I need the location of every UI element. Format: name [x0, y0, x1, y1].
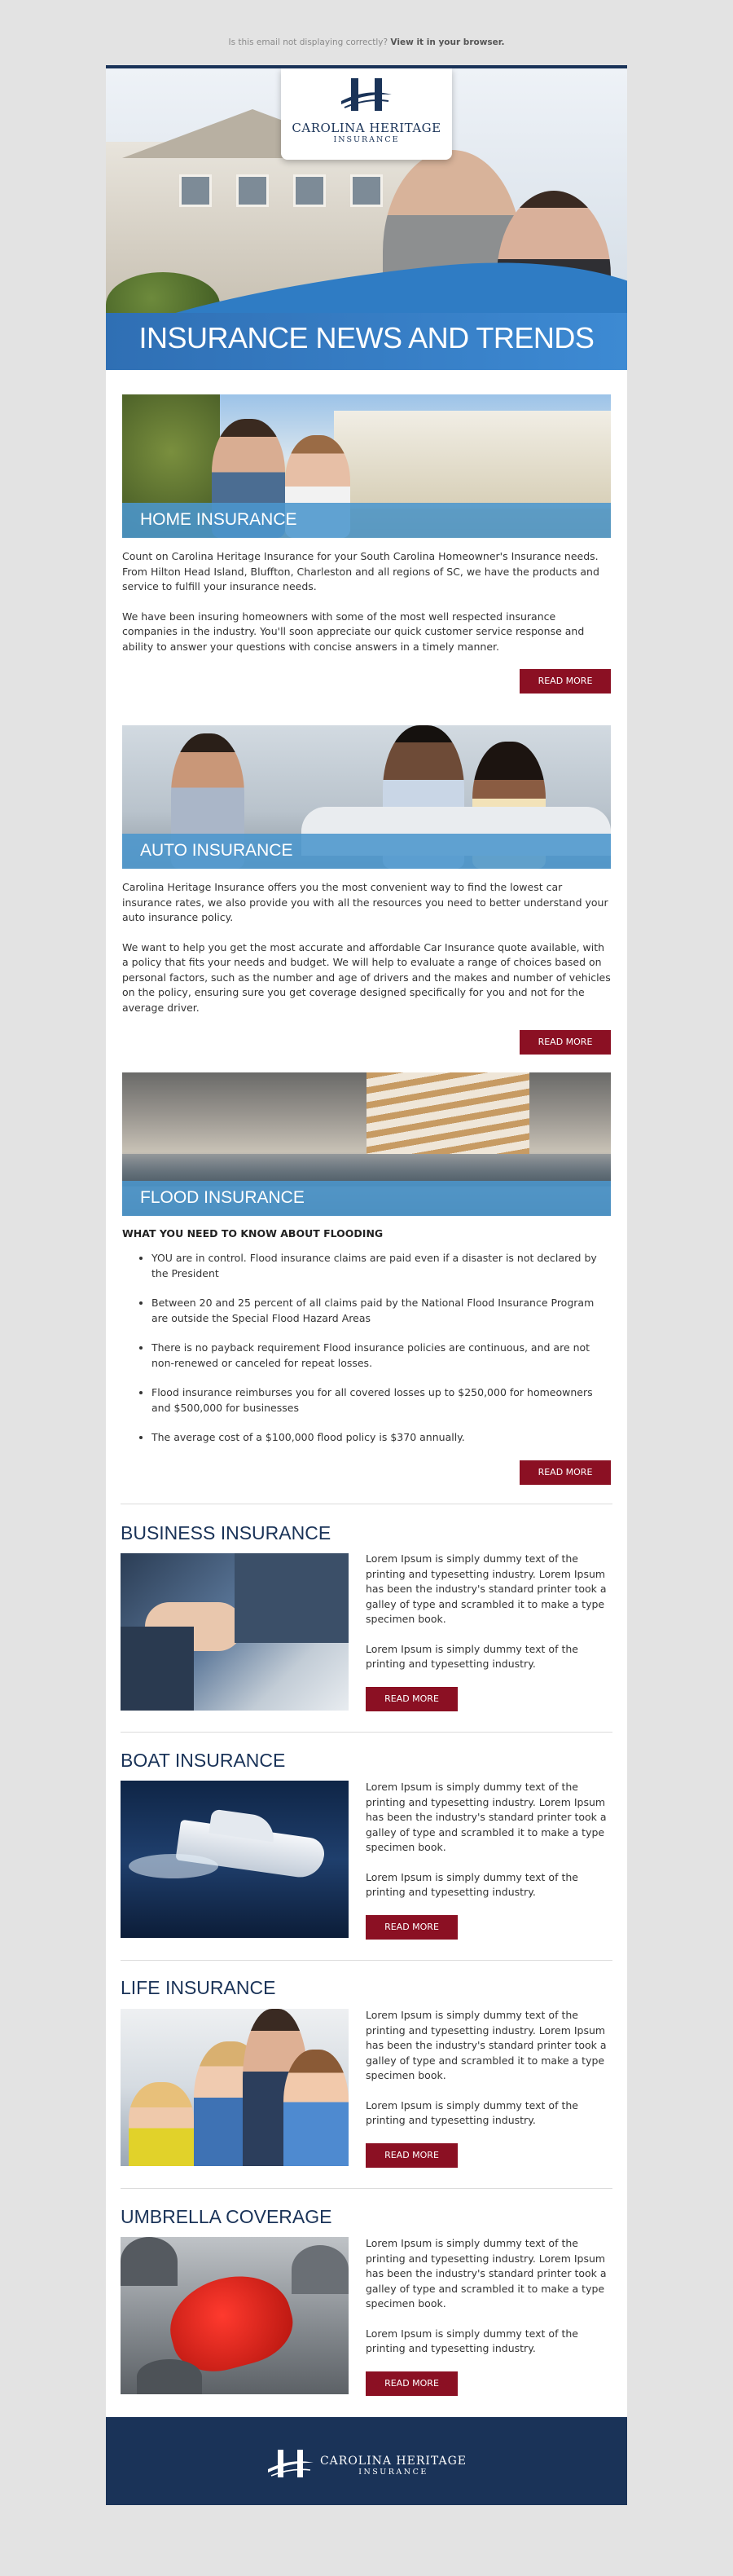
umbrella-paragraph-2: Lorem Ipsum is simply dummy text of the printing and typesetting industry. — [366, 2327, 578, 2354]
life-paragraph-2: Lorem Ipsum is simply dummy text of the printing and typesetting industry. — [366, 2098, 578, 2126]
flood-facts-list — [151, 1251, 611, 1446]
logo-h-icon — [338, 77, 395, 116]
footer-logo-h-icon — [266, 2448, 315, 2482]
list-item: • YOU are in control. Flood insurance claims are paid even if a disaster is not declared by the President — [151, 1251, 611, 1281]
list-item: • Between 20 and 25 percent of all claims paid by the National Flood Insurance Program are outside the Special Flood Hazard Areas — [151, 1296, 611, 1326]
life-read-more-button[interactable]: READ MORE — [366, 2143, 458, 2168]
business-insurance-image — [121, 1553, 349, 1711]
logo-name: CAROLINA HERITAGE — [292, 121, 441, 135]
umbrella-read-more-button[interactable]: READ MORE — [366, 2371, 458, 2396]
home-insurance-title: HOME INSURANCE — [122, 503, 611, 538]
boat-read-more-button[interactable]: READ MORE — [366, 1915, 458, 1940]
preheader — [0, 0, 733, 65]
home-paragraph-2: We have been insuring homeowners with some of the most well respected insurance companies in the industry. You'll soon appreciate our quick customer service response and ability to answer your questions with concise answers in a timely manner. — [122, 610, 585, 653]
auto-insurance-title: AUTO INSURANCE — [122, 834, 611, 869]
divider — [121, 1732, 612, 1733]
business-insurance-text — [366, 1552, 610, 1687]
footer — [106, 2417, 627, 2505]
umbrella-coverage-title: UMBRELLA COVERAGE — [121, 2206, 332, 2227]
home-read-more-button[interactable]: READ MORE — [520, 669, 611, 694]
list-item: • The average cost of a $100,000 flood policy is $370 annually. — [151, 1430, 611, 1446]
footer-sub: INSURANCE — [358, 2467, 428, 2477]
divider — [121, 1960, 612, 1961]
business-read-more-button[interactable]: READ MORE — [366, 1687, 458, 1711]
business-paragraph-1: Lorem Ipsum is simply dummy text of the printing and typesetting industry. Lorem Ipsum has been the industry's standard printer took a galley of type and scrambled it to make a type specimen book. — [366, 1552, 607, 1625]
view-in-browser-link[interactable]: View it in your browser. — [390, 37, 505, 47]
divider — [121, 2188, 612, 2189]
auto-insurance-image — [122, 725, 611, 869]
umbrella-coverage-image — [121, 2237, 349, 2394]
flood-subheading: WHAT YOU NEED TO KNOW ABOUT FLOODING — [122, 1227, 384, 1240]
boat-insurance-title: BOAT INSURANCE — [121, 1750, 286, 1771]
boat-paragraph-1: Lorem Ipsum is simply dummy text of the printing and typesetting industry. Lorem Ipsum has been the industry's standard printer took a galley of type and scrambled it to make a type specimen book. — [366, 1781, 607, 1853]
life-paragraph-1: Lorem Ipsum is simply dummy text of the printing and typesetting industry. Lorem Ipsum has been the industry's standard printer took a galley of type and scrambled it to make a type specimen book. — [366, 2009, 607, 2081]
business-insurance-title: BUSINESS INSURANCE — [121, 1522, 331, 1543]
umbrella-paragraph-1: Lorem Ipsum is simply dummy text of the printing and typesetting industry. Lorem Ipsum has been the industry's standard printer took a galley of type and scrambled it to make a type specimen book. — [366, 2237, 607, 2310]
footer-logo[interactable] — [266, 2448, 467, 2482]
life-insurance-text — [366, 2008, 610, 2143]
footer-name: CAROLINA HERITAGE — [319, 2454, 467, 2468]
life-insurance-title: LIFE INSURANCE — [121, 1977, 276, 1998]
boat-insurance-text — [366, 1780, 610, 1915]
auto-paragraph-2: We want to help you get the most accurate and affordable Car Insurance quote available, with a policy that fits your needs and budget. We will help to evaluate a range of choices based on personal factors, such as the number and age of drivers and the makes and number of vehicles on the policy, ensuring sure you get coverage designed specifically for you and not for the average driver. — [122, 940, 611, 1014]
boat-insurance-image — [121, 1781, 349, 1938]
home-insurance-text — [122, 549, 611, 654]
header-logo[interactable] — [281, 68, 452, 160]
boat-paragraph-2: Lorem Ipsum is simply dummy text of the printing and typesetting industry. — [366, 1870, 578, 1898]
flood-insurance-image — [122, 1072, 611, 1216]
hero-title: INSURANCE NEWS AND TRENDS — [138, 321, 595, 354]
flood-insurance-section — [122, 1072, 611, 1485]
auto-insurance-section — [122, 725, 611, 1055]
logo-sub: INSURANCE — [333, 135, 400, 144]
flood-read-more-button[interactable]: READ MORE — [520, 1460, 611, 1485]
umbrella-coverage-text — [366, 2236, 610, 2371]
auto-paragraph-1: Carolina Heritage Insurance offers you the most convenient way to find the lowest car insurance rates, we also provide you with all the resources you need to better understand your auto insurance policy. — [122, 881, 608, 923]
email-body — [106, 65, 627, 2502]
list-item: • Flood insurance reimburses you for all covered losses up to $250,000 for homeowners and $500,000 for businesses — [151, 1385, 611, 1416]
home-insurance-section — [122, 394, 611, 694]
business-paragraph-2: Lorem Ipsum is simply dummy text of the printing and typesetting industry. — [366, 1642, 578, 1670]
auto-insurance-text — [122, 880, 611, 1015]
home-insurance-image — [122, 394, 611, 538]
list-item: • There is no payback requirement Flood insurance policies are continuous, and are not non-renewed or canceled for repeat losses. — [151, 1341, 611, 1371]
auto-read-more-button[interactable]: READ MORE — [520, 1030, 611, 1055]
home-paragraph-1: Count on Carolina Heritage Insurance for your South Carolina Homeowner's Insurance needs. From Hilton Head Island, Bluffton, Charleston and all regions of SC, we have the products and service to fulfill your insurance needs. — [122, 550, 599, 592]
preheader-text: Is this email not displaying correctly? — [228, 37, 388, 47]
hero-banner — [106, 68, 627, 370]
flood-insurance-title: FLOOD INSURANCE — [122, 1181, 611, 1216]
life-insurance-image — [121, 2009, 349, 2166]
